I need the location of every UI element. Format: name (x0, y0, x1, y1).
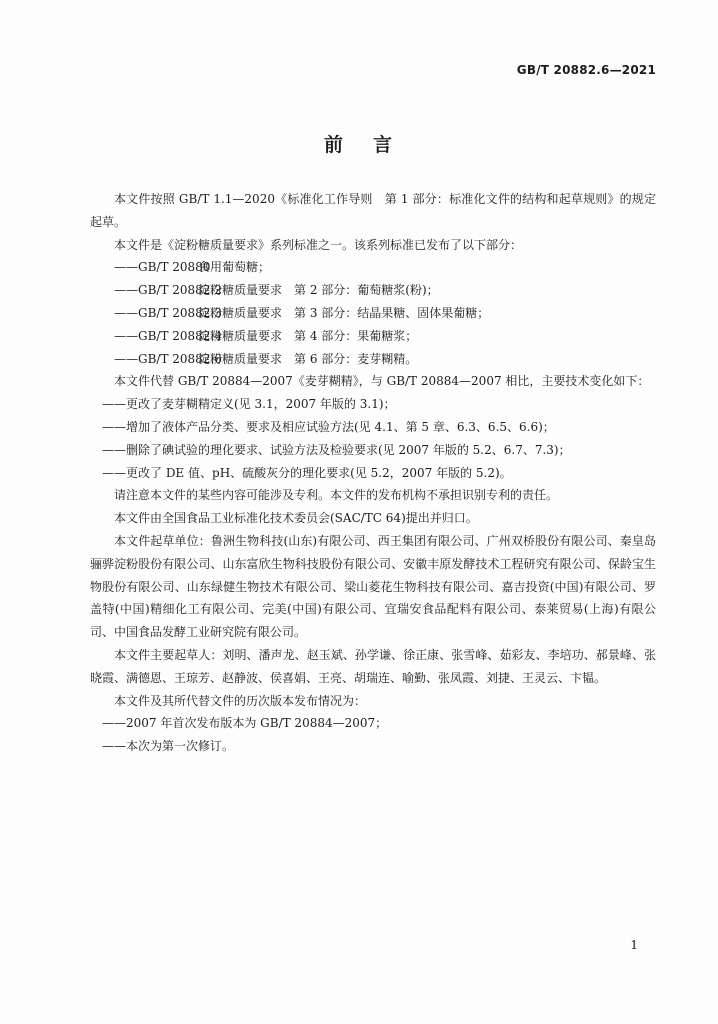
list-item (90, 325, 656, 348)
history-item: ——本次为第一次修订。 (102, 739, 235, 754)
list-item (90, 256, 656, 279)
history-item: ——2007 年首次发布版本为 GB/T 20884—2007； (102, 716, 388, 731)
list-item-std: ——GB/T 20882.6 (114, 351, 222, 366)
paragraph-drafting-units: 本文件起草单位：鲁洲生物科技(山东)有限公司、西王集团有限公司、广州双桥股份有限公司、秦皇岛骊骅淀粉股份有限公司、山东富欣生物科技股份有限公司、安徽丰原发酵技术工程研究有限公司、保龄宝生物股份有限公司、山东绿健生物技术有限公司、梁山菱花生物科技有限公司、嘉吉投资(中国)有限公司、罗盖特(中国)精细化工有限公司、完美(中国)有限公司、宜瑞安食品配料有限公司、泰莱贸易(上海)有限公司、中国食品发酵工业研究院有限公司。 (90, 533, 656, 640)
paragraph-series-intro: 本文件是《淀粉糖质量要求》系列标准之一。该系列标准已发布了以下部分： (114, 237, 523, 252)
list-item-std: ——GB/T 20880 (114, 260, 211, 275)
paragraph-proposer: 本文件由全国食品工业标准化技术委员会(SAC/TC 64)提出并归口。 (114, 511, 478, 526)
paragraph-history-intro: 本文件及其所代替文件的历次版本发布情况为： (114, 693, 367, 708)
list-item-std: ——GB/T 20882.3 (114, 305, 222, 320)
paragraph-drafters: 本文件主要起草人：刘明、潘声龙、赵玉斌、孙学谦、徐正康、张雪峰、茹彩友、李培功、郝景峰、张晓霞、满德恩、王琼芳、赵静波、侯喜娟、王亮、胡瑞连、喻勤、张凤霞、刘捷、王灵云、卞韫。 (90, 647, 656, 685)
list-item-std: ——GB/T 20882.2 (114, 283, 222, 298)
paragraph-replace-intro: 本文件代替 GB/T 20884—2007《麦芽糊精》，与 GB/T 20884—2007 相比，主要技术变化如下： (114, 374, 650, 389)
standard-code: GB/T 20882.6—2021 (516, 63, 656, 77)
list-item-name: 淀粉糖质量要求 第 6 部分：麦芽糊精。 (198, 351, 418, 366)
page-number: 1 (630, 938, 638, 952)
change-item: ——更改了 DE 值、pH、硫酸灰分的理化要求(见 5.2，2007 年版的 5.2)。 (102, 465, 512, 480)
title-char-2: 言 (373, 134, 395, 156)
paragraph-patent-note: 请注意本文件的某些内容可能涉及专利。本文件的发布机构不承担识别专利的责任。 (114, 488, 559, 503)
change-item: ——增加了液体产品分类、要求及相应试验方法(见 4.1、第 5 章、6.3、6.5、6.6)； (102, 419, 555, 434)
change-item: ——删除了碘试验的理化要求、试验方法及检验要求(见 2007 年版的 5.2、6.7、7.3)； (102, 442, 571, 457)
list-item (90, 348, 656, 371)
list-item-name: 食用葡萄糖； (198, 260, 271, 275)
list-item-name: 淀粉糖质量要求 第 2 部分：葡萄糖浆(粉)； (198, 283, 439, 298)
list-item-name: 淀粉糖质量要求 第 3 部分：结晶果糖、固体果葡糖； (198, 305, 490, 320)
title-char-1: 前 (323, 134, 345, 156)
change-item: ——更改了麦芽糊精定义(见 3.1，2007 年版的 3.1)； (102, 397, 396, 412)
page-title (0, 130, 718, 157)
list-item (90, 302, 656, 325)
paragraph-drafting-rule: 本文件按照 GB/T 1.1—2020《标准化工作导则 第 1 部分：标准化文件的结构和起草规则》的规定起草。 (90, 192, 656, 229)
list-item (90, 279, 656, 302)
foreword-body (90, 188, 656, 758)
list-item-std: ——GB/T 20882.4 (114, 328, 222, 343)
list-item-name: 淀粉糖质量要求 第 4 部分：果葡糖浆； (198, 328, 418, 343)
